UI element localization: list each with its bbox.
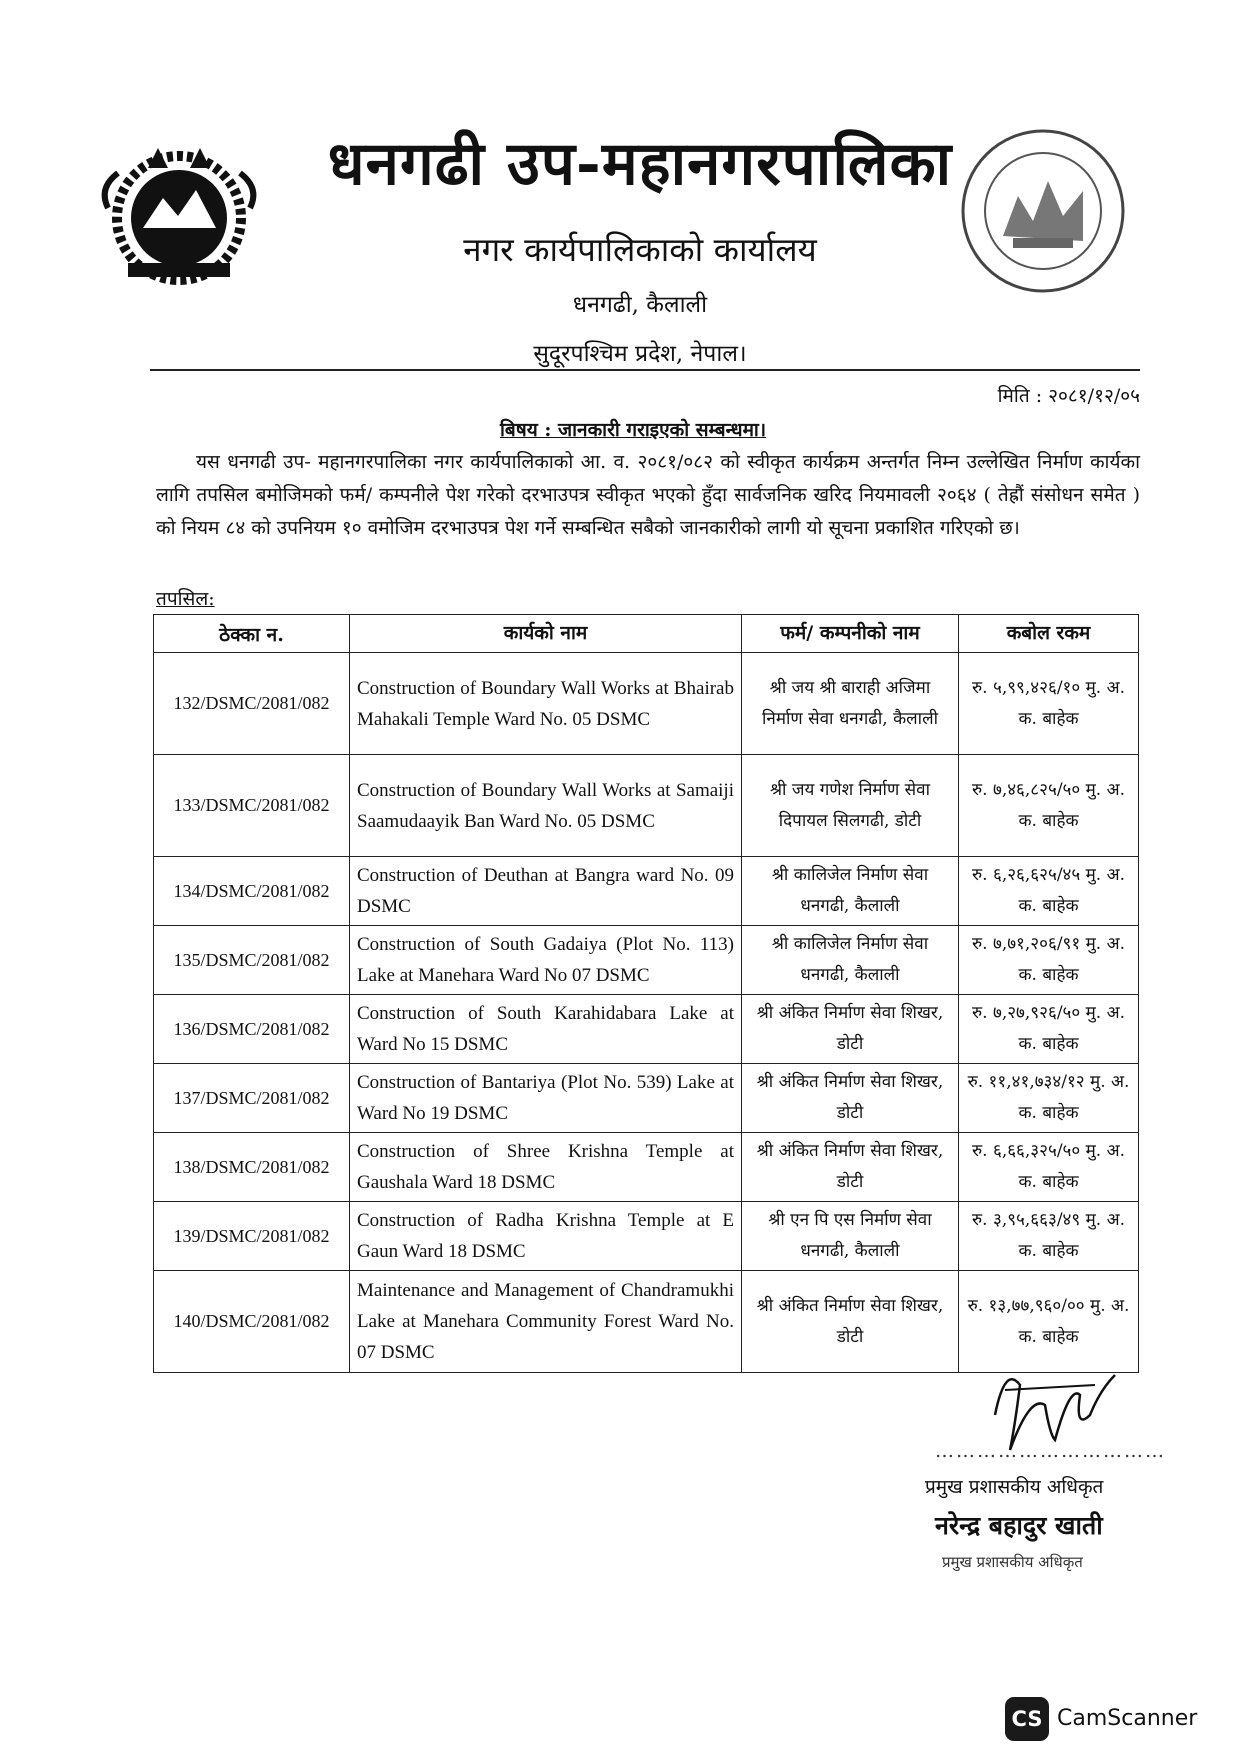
province-line: सुदूरपश्चिम प्रदेश, नेपाल। bbox=[533, 341, 747, 367]
contract-number: 139/DSMC/2081/082 bbox=[154, 1202, 350, 1271]
table-row bbox=[154, 755, 1139, 857]
bid-amount: रु. ६,२६,६२५/४५ मु. अ. क. बाहेक bbox=[959, 857, 1139, 926]
work-name: Construction of South Gadaiya (Plot No. 113) Lake at Manehara Ward No 07 DSMC bbox=[350, 926, 742, 995]
nepal-emblem-icon bbox=[88, 128, 270, 298]
firm-name: श्री अंकित निर्माण सेवा शिखर, डोटी bbox=[742, 995, 959, 1064]
signatory-stamp-title: प्रमुख प्रशासकीय अधिकृत bbox=[942, 1553, 1083, 1571]
work-name: Construction of Radha Krishna Temple at E Gaun Ward 18 DSMC bbox=[350, 1202, 742, 1271]
work-name: Construction of South Karahidabara Lake at Ward No 15 DSMC bbox=[350, 995, 742, 1064]
work-name: Construction of Boundary Wall Works at Bhairab Mahakali Temple Ward No. 05 DSMC bbox=[350, 653, 742, 755]
office-subtitle: नगर कार्यपालिकाको कार्यालय bbox=[463, 230, 817, 269]
bid-amount: रु. ६,६६,३२५/५० मु. अ. क. बाहेक bbox=[959, 1133, 1139, 1202]
table-header-row bbox=[154, 615, 1139, 653]
signature-line: …………………………… bbox=[935, 1440, 1166, 1462]
location-line: धनगढी, कैलाली bbox=[572, 292, 708, 318]
contract-number: 133/DSMC/2081/082 bbox=[154, 755, 350, 857]
signatory-title: प्रमुख प्रशासकीय अधिकृत bbox=[925, 1476, 1104, 1498]
bid-amount: रु. १३,७७,९६०/०० मु. अ. क. बाहेक bbox=[959, 1271, 1139, 1373]
municipality-title: धनगढी उप-महानगरपालिका bbox=[327, 129, 953, 199]
municipality-seal-icon bbox=[958, 126, 1128, 296]
bid-amount: रु. ११,४१,७३४/१२ मु. अ. क. बाहेक bbox=[959, 1064, 1139, 1133]
work-name: Construction of Boundary Wall Works at Samaiji Saamudaayik Ban Ward No. 05 DSMC bbox=[350, 755, 742, 857]
contract-number: 138/DSMC/2081/082 bbox=[154, 1133, 350, 1202]
firm-name: श्री कालिजेल निर्माण सेवा धनगढी, कैलाली bbox=[742, 857, 959, 926]
letter-date: मिति : २०८१/१२/०५ bbox=[997, 385, 1140, 407]
firm-name: श्री अंकित निर्माण सेवा शिखर, डोटी bbox=[742, 1133, 959, 1202]
bid-amount: रु. ७,४६,८२५/५० मु. अ. क. बाहेक bbox=[959, 755, 1139, 857]
header-firm-name: फर्म/ कम्पनीको नाम bbox=[742, 615, 959, 653]
contract-number: 134/DSMC/2081/082 bbox=[154, 857, 350, 926]
work-name: Maintenance and Management of Chandramukhi Lake at Manehara Community Forest Ward No. 07 DSMC bbox=[350, 1271, 742, 1373]
work-name: Construction of Bantariya (Plot No. 539) Lake at Ward No 19 DSMC bbox=[350, 1064, 742, 1133]
firm-name: श्री कालिजेल निर्माण सेवा धनगढी, कैलाली bbox=[742, 926, 959, 995]
bid-amount: रु. ३,९५,६६३/४९ मु. अ. क. बाहेक bbox=[959, 1202, 1139, 1271]
details-label: तपसिल: bbox=[156, 588, 215, 610]
table-row bbox=[154, 1064, 1139, 1133]
header-contract-no: ठेक्का न. bbox=[154, 615, 350, 653]
bid-amount: रु. ७,७१,२०६/९१ मु. अ. क. बाहेक bbox=[959, 926, 1139, 995]
firm-name: श्री जय श्री बाराही अजिमा निर्माण सेवा धनगढी, कैलाली bbox=[742, 653, 959, 755]
signatory-name: नरेन्द्र बहादुर खाती bbox=[935, 1511, 1103, 1540]
letter-body-text: यस धनगढी उप- महानगरपालिका नगर कार्यपालिकाको आ. व. २०८१/०८२ को स्वीकृत कार्यक्रम अन्तर्गत निम्न उल्लेखित निर्माण कार्यका लागि तपसिल बमोजिमको फर्म/ कम्पनीले पेश गरेको दरभाउपत्र स्वीकृत भएको हुँदा सार्वजनिक खरिद नियमावली २०६४ ( तेह्रौं संसोधन समेत ) को नियम ८४ को उपनियम १० वमोजिम दरभाउपत्र पेश गर्ने सम्बन्धित सबैको जानकारीको लागी यो सूचना प्रकाशित गरिएको छ। bbox=[156, 451, 1140, 539]
contract-number: 140/DSMC/2081/082 bbox=[154, 1271, 350, 1373]
header-bid-amount: कबोल रकम bbox=[959, 615, 1139, 653]
letter-subject: बिषय : जानकारी गराइएको सम्बन्धमा। bbox=[500, 419, 767, 441]
contract-number: 132/DSMC/2081/082 bbox=[154, 653, 350, 755]
bid-amount: रु. ७,२७,९२६/५० मु. अ. क. बाहेक bbox=[959, 995, 1139, 1064]
header-work-name: कार्यको नाम bbox=[350, 615, 742, 653]
table-row bbox=[154, 857, 1139, 926]
letter-body bbox=[156, 446, 1140, 545]
work-name: Construction of Shree Krishna Temple at Gaushala Ward 18 DSMC bbox=[350, 1133, 742, 1202]
table-row bbox=[154, 653, 1139, 755]
contract-number: 135/DSMC/2081/082 bbox=[154, 926, 350, 995]
table-row bbox=[154, 1133, 1139, 1202]
work-name: Construction of Deuthan at Bangra ward No. 09 DSMC bbox=[350, 857, 742, 926]
firm-name: श्री एन पि एस निर्माण सेवा धनगढी, कैलाली bbox=[742, 1202, 959, 1271]
contract-number: 137/DSMC/2081/082 bbox=[154, 1064, 350, 1133]
table-row bbox=[154, 926, 1139, 995]
firm-name: श्री अंकित निर्माण सेवा शिखर, डोटी bbox=[742, 1064, 959, 1133]
firm-name: श्री अंकित निर्माण सेवा शिखर, डोटी bbox=[742, 1271, 959, 1373]
camscanner-brand: CamScanner bbox=[1057, 1706, 1198, 1731]
header-divider bbox=[150, 369, 1140, 371]
firm-name: श्री जय गणेश निर्माण सेवा दिपायल सिलगढी, डोटी bbox=[742, 755, 959, 857]
bid-amount: रु. ५,९९,४२६/१० मु. अ. क. बाहेक bbox=[959, 653, 1139, 755]
contract-number: 136/DSMC/2081/082 bbox=[154, 995, 350, 1064]
contracts-table bbox=[153, 614, 1139, 1373]
camscanner-logo-icon: CS bbox=[1005, 1697, 1049, 1741]
table-row bbox=[154, 995, 1139, 1064]
table-row bbox=[154, 1202, 1139, 1271]
